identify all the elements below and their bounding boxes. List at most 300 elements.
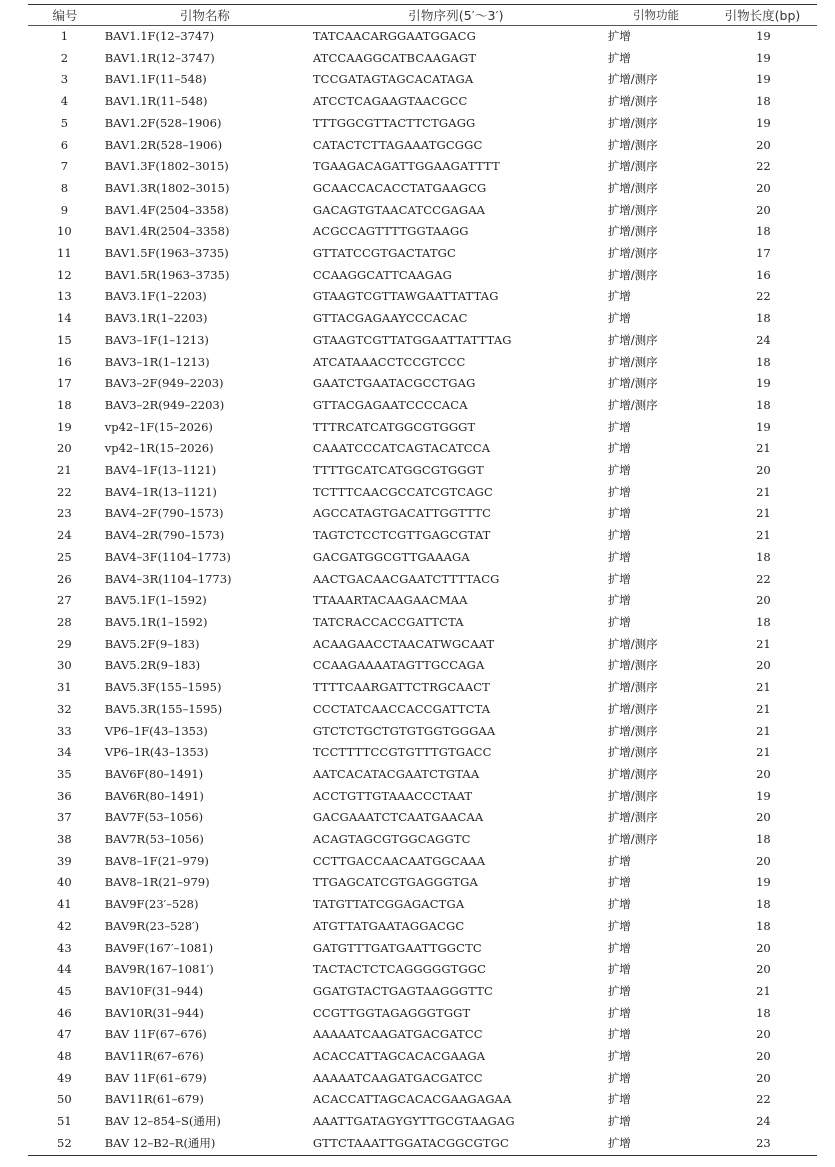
cell-primer-sequence: AACTGACAACGAATCTTTTACG [312, 571, 500, 586]
table-row [28, 330, 817, 352]
table-row [28, 48, 817, 70]
cell-primer-name: BAV1.1R(11–548) [104, 94, 208, 109]
cell-number: 31 [57, 680, 72, 695]
table-row [28, 438, 817, 460]
cell-primer-length: 21 [756, 745, 771, 760]
cell-primer-function: 扩增 [607, 571, 631, 586]
table-row [28, 590, 817, 612]
cell-primer-function: 扩增/测序 [607, 766, 658, 781]
cell-primer-function: 扩增 [607, 897, 631, 912]
cell-primer-name: BAV1.1F(12–3747) [104, 29, 215, 43]
cell-number: 19 [57, 419, 72, 434]
cell-primer-sequence: TATCAACARGGAATGGACG [312, 29, 476, 43]
cell-number: 27 [57, 593, 72, 608]
cell-primer-name: BAV1.4F(2504–3358) [104, 202, 229, 217]
cell-primer-function: 扩增 [607, 1027, 631, 1042]
cell-primer-name: BAV8–1R(21–979) [104, 875, 210, 890]
cell-number: 2 [60, 50, 69, 65]
cell-primer-length: 18 [756, 224, 771, 239]
cell-primer-name: BAV11R(67–676) [104, 1049, 204, 1064]
cell-number: 14 [57, 311, 72, 326]
cell-primer-length: 21 [756, 441, 771, 456]
cell-primer-function: 扩增/测序 [607, 246, 658, 261]
cell-primer-name: BAV3–2F(949–2203) [104, 376, 224, 391]
cell-number: 3 [60, 72, 69, 87]
cell-number: 49 [57, 1070, 72, 1085]
cell-primer-function: 扩增 [607, 441, 631, 456]
cell-primer-sequence: TGAAGACAGATTGGAAGATTTT [312, 159, 500, 174]
cell-primer-function: 扩增 [607, 918, 631, 933]
cell-primer-length: 16 [756, 267, 771, 282]
table-row [28, 807, 817, 829]
cell-primer-function: 扩增/测序 [607, 94, 658, 109]
cell-primer-sequence: ACACCATTAGCACACGAAGAGAA [312, 1092, 512, 1107]
cell-primer-name: BAV3–1F(1–1213) [104, 332, 209, 347]
cell-number: 1 [60, 29, 69, 43]
cell-primer-length: 20 [756, 766, 771, 781]
cell-primer-length: 19 [756, 50, 771, 65]
table-row [28, 1003, 817, 1025]
cell-number: 12 [57, 267, 72, 282]
cell-primer-sequence: CCTTGACCAACAATGGCAAA [312, 853, 486, 868]
cell-primer-name: BAV 12–B2–R(通用) [104, 1135, 216, 1150]
cell-primer-length: 20 [756, 1049, 771, 1064]
table-row [28, 178, 817, 200]
table-row [28, 655, 817, 677]
header-number: 编号 [52, 8, 78, 23]
cell-number: 21 [57, 463, 72, 478]
cell-primer-length: 20 [756, 940, 771, 955]
cell-primer-length: 19 [756, 115, 771, 130]
table-row [28, 221, 817, 243]
table-row [28, 959, 817, 981]
table-row [28, 525, 817, 547]
cell-number: 23 [57, 506, 72, 521]
table-row [28, 1046, 817, 1068]
cell-number: 28 [57, 614, 72, 629]
cell-primer-function: 扩增/测序 [607, 680, 658, 695]
table-row [28, 851, 817, 873]
cell-primer-function: 扩增/测序 [607, 180, 658, 195]
cell-primer-name: BAV4–2F(790–1573) [104, 506, 224, 521]
cell-primer-length: 18 [756, 1005, 771, 1020]
table-row [28, 829, 817, 851]
cell-primer-name: BAV3.1R(1–2203) [104, 311, 208, 326]
cell-primer-sequence: GATGTTTGATGAATTGGCTC [312, 940, 482, 955]
cell-primer-function: 扩增 [607, 289, 631, 304]
cell-primer-function: 扩增 [607, 419, 631, 434]
table-row [28, 764, 817, 786]
cell-primer-function: 扩增 [607, 593, 631, 608]
cell-primer-function: 扩增 [607, 1049, 631, 1064]
cell-primer-name: BAV8–1F(21–979) [104, 853, 209, 868]
table-row [28, 265, 817, 287]
cell-primer-length: 22 [756, 159, 771, 174]
cell-primer-function: 扩增 [607, 1092, 631, 1107]
cell-number: 15 [57, 332, 72, 347]
cell-primer-sequence: GACGAAATCTCAATGAACAA [312, 810, 484, 825]
cell-primer-name: vp42–1R(15–2026) [104, 441, 214, 456]
cell-primer-sequence: AAATTGATAGYGYTTGCGTAAGAG [312, 1114, 515, 1129]
cell-primer-length: 20 [756, 1027, 771, 1042]
cell-primer-function: 扩增/测序 [607, 72, 658, 87]
table-row [28, 1133, 817, 1155]
table-row [28, 417, 817, 439]
cell-primer-name: BAV4–3R(1104–1773) [104, 571, 232, 586]
cell-primer-sequence: CAAATCCCATCAGTACATCCA [312, 441, 491, 456]
cell-primer-sequence: GGATGTACTGAGTAAGGGTTC [312, 983, 493, 998]
cell-primer-sequence: TTAAARTACAAGAACMAA [312, 593, 468, 608]
cell-primer-function: 扩增 [607, 1005, 631, 1020]
cell-primer-length: 20 [756, 180, 771, 195]
table-row [28, 894, 817, 916]
cell-number: 33 [57, 723, 72, 738]
cell-primer-sequence: GTAAGTCGTTATGGAATTATTTAG [312, 332, 512, 347]
cell-primer-name: BAV3.1F(1–2203) [104, 289, 207, 304]
cell-primer-function: 扩增/测序 [607, 723, 658, 738]
cell-primer-sequence: ACCTGTTGTAAACCCTAAT [312, 788, 473, 803]
cell-primer-name: BAV3–1R(1–1213) [104, 354, 210, 369]
cell-primer-name: BAV5.2R(9–183) [104, 658, 201, 673]
cell-primer-sequence: TTTTCAARGATTCTRGCAACT [312, 680, 490, 695]
cell-number: 6 [60, 137, 69, 152]
cell-primer-sequence: TACTACTCTCAGGGGGTGGC [312, 962, 487, 977]
cell-number: 47 [57, 1027, 72, 1042]
cell-primer-function: 扩增/测序 [607, 115, 658, 130]
cell-primer-length: 18 [756, 549, 771, 564]
table-row [28, 243, 817, 265]
cell-primer-sequence: GTTATCCGTGACTATGC [312, 246, 456, 261]
cell-primer-name: BAV6R(80–1491) [104, 788, 204, 803]
cell-primer-sequence: ATCATAAACCTCCGTCCC [312, 354, 466, 369]
table-row [28, 1111, 817, 1133]
cell-primer-length: 20 [756, 810, 771, 825]
header-primer-length: 引物长度(bp) [724, 8, 801, 23]
cell-primer-length: 19 [756, 72, 771, 87]
cell-primer-sequence: GACGATGGCGTTGAAAGA [312, 549, 470, 564]
table-header [28, 5, 817, 25]
cell-primer-function: 扩增 [607, 484, 631, 499]
table-row [28, 721, 817, 743]
cell-primer-function: 扩增 [607, 50, 631, 65]
cell-primer-sequence: AGCCATAGTGACATTGGTTTC [312, 506, 492, 521]
cell-primer-sequence: ACACCATTAGCACACGAAGA [312, 1049, 486, 1064]
cell-number: 52 [57, 1135, 72, 1150]
cell-primer-sequence: GTTCTAAATTGGATACGGCGTGC [312, 1135, 509, 1150]
cell-primer-sequence: CATACTCTTAGAAATGCGGC [312, 137, 483, 152]
cell-number: 50 [57, 1092, 72, 1107]
cell-primer-function: 扩增 [607, 853, 631, 868]
cell-primer-name: BAV4–3F(1104–1773) [104, 549, 231, 564]
cell-primer-name: BAV9R(23–528′) [104, 918, 200, 933]
table-row [28, 742, 817, 764]
header-primer-function: 引物功能 [632, 8, 679, 22]
cell-number: 20 [57, 441, 72, 456]
cell-primer-length: 18 [756, 832, 771, 847]
cell-primer-name: BAV4–1R(13–1121) [104, 484, 217, 499]
table-row [28, 872, 817, 894]
table-row [28, 569, 817, 591]
cell-primer-function: 扩增/测序 [607, 832, 658, 847]
cell-primer-function: 扩增 [607, 1135, 631, 1150]
cell-primer-sequence: ACAAGAACCTAACATWGCAAT [312, 636, 495, 651]
cell-number: 39 [57, 853, 72, 868]
cell-primer-name: BAV5.1F(1–1592) [104, 593, 207, 608]
cell-primer-length: 19 [756, 376, 771, 391]
cell-primer-name: BAV1.4R(2504–3358) [104, 224, 230, 239]
table-row [28, 482, 817, 504]
cell-primer-function: 扩增 [607, 614, 631, 629]
cell-primer-name: BAV1.1F(11–548) [104, 72, 207, 87]
table-body [28, 26, 817, 1155]
cell-primer-name: BAV4–2R(790–1573) [104, 528, 225, 543]
cell-primer-name: BAV1.3R(1802–3015) [104, 180, 230, 195]
cell-number: 24 [57, 528, 72, 543]
table-row [28, 373, 817, 395]
cell-number: 4 [60, 94, 69, 109]
header-primer-name: 引物名称 [179, 8, 230, 23]
cell-primer-name: BAV5.3R(155–1595) [104, 701, 223, 716]
cell-primer-length: 19 [756, 29, 771, 43]
cell-number: 42 [57, 918, 72, 933]
cell-primer-length: 18 [756, 918, 771, 933]
table-row [28, 938, 817, 960]
cell-primer-function: 扩增 [607, 1070, 631, 1085]
cell-primer-name: BAV1.3F(1802–3015) [104, 159, 229, 174]
cell-primer-length: 21 [756, 723, 771, 738]
cell-number: 41 [57, 897, 72, 912]
cell-primer-sequence: GTAAGTCGTTAWGAATTATTAG [312, 289, 499, 304]
table-row [28, 916, 817, 938]
cell-primer-name: VP6–1F(43–1353) [104, 723, 208, 738]
primer-table-grid [28, 5, 817, 25]
cell-primer-name: BAV5.3F(155–1595) [104, 680, 222, 695]
cell-primer-function: 扩增 [607, 29, 631, 43]
cell-primer-sequence: TCTTTCAACGCCATCGTCAGC [312, 484, 493, 499]
cell-primer-sequence: GACAGTGTAACATCCGAGAA [312, 202, 486, 217]
table-row [28, 634, 817, 656]
cell-primer-name: BAV9R(167–1081′) [104, 962, 214, 977]
cell-number: 48 [57, 1049, 72, 1064]
table-row [28, 547, 817, 569]
table-row [28, 308, 817, 330]
cell-primer-name: BAV5.2F(9–183) [104, 636, 200, 651]
cell-primer-length: 18 [756, 897, 771, 912]
cell-primer-function: 扩增 [607, 549, 631, 564]
table-row [28, 395, 817, 417]
cell-primer-length: 17 [756, 246, 771, 261]
cell-primer-sequence: TCCTTTTCCGTGTTTGTGACC [312, 745, 492, 760]
cell-primer-length: 21 [756, 636, 771, 651]
cell-number: 45 [57, 983, 72, 998]
cell-primer-length: 18 [756, 614, 771, 629]
cell-primer-function: 扩增/测序 [607, 658, 658, 673]
cell-primer-name: BAV6F(80–1491) [104, 766, 204, 781]
cell-primer-length: 23 [756, 1135, 771, 1150]
cell-primer-name: BAV11R(61–679) [104, 1092, 204, 1107]
cell-primer-name: BAV9F(167′–1081) [104, 940, 214, 955]
cell-number: 36 [57, 788, 72, 803]
cell-primer-name: BAV7R(53–1056) [104, 832, 204, 847]
cell-primer-length: 20 [756, 1070, 771, 1085]
cell-number: 26 [57, 571, 72, 586]
cell-number: 10 [57, 224, 72, 239]
table-row [28, 26, 817, 48]
cell-number: 16 [57, 354, 72, 369]
cell-primer-name: BAV1.2F(528–1906) [104, 115, 222, 130]
cell-primer-length: 22 [756, 571, 771, 586]
bottom-rule [28, 1155, 817, 1156]
cell-primer-function: 扩增/测序 [607, 224, 658, 239]
cell-primer-name: BAV7F(53–1056) [104, 810, 204, 825]
cell-primer-function: 扩增/测序 [607, 267, 658, 282]
cell-primer-length: 21 [756, 484, 771, 499]
cell-number: 43 [57, 940, 72, 955]
cell-primer-length: 21 [756, 506, 771, 521]
table-row [28, 156, 817, 178]
cell-primer-sequence: GTTACGAGAAYCCCACAC [312, 311, 468, 326]
cell-number: 34 [57, 745, 72, 760]
cell-primer-sequence: TTTRCATCATGGCGTGGGT [312, 419, 476, 434]
cell-primer-name: BAV1.5R(1963–3735) [104, 267, 230, 282]
cell-number: 17 [57, 376, 72, 391]
cell-primer-length: 18 [756, 311, 771, 326]
cell-primer-function: 扩增/测序 [607, 636, 658, 651]
cell-primer-function: 扩增/测序 [607, 701, 658, 716]
cell-primer-sequence: TTGAGCATCGTGAGGGTGA [312, 875, 478, 890]
cell-primer-function: 扩增 [607, 506, 631, 521]
cell-primer-sequence: TTTTGCATCATGGCGTGGGT [312, 463, 484, 478]
header-primer-sequence: 引物序列(5′～3′) [408, 8, 504, 23]
cell-primer-length: 22 [756, 1092, 771, 1107]
cell-primer-length: 19 [756, 875, 771, 890]
cell-primer-length: 24 [756, 1114, 771, 1129]
primer-table-body-grid [28, 26, 817, 1155]
cell-number: 44 [57, 962, 72, 977]
cell-primer-function: 扩增 [607, 311, 631, 326]
cell-primer-length: 19 [756, 419, 771, 434]
cell-primer-sequence: CCAAGGCATTCAAGAG [312, 267, 452, 282]
cell-primer-function: 扩增/测序 [607, 376, 658, 391]
cell-primer-sequence: CCCTATCAACCACCGATTCTA [312, 701, 491, 716]
cell-primer-sequence: AAAAATCAAGATGACGATCC [312, 1027, 483, 1042]
cell-primer-function: 扩增 [607, 940, 631, 955]
cell-primer-name: BAV1.1R(12–3747) [104, 50, 215, 65]
cell-primer-sequence: ATGTTATGAATAGGACGC [312, 918, 465, 933]
cell-primer-function: 扩增 [607, 463, 631, 478]
table-row [28, 1068, 817, 1090]
cell-number: 13 [57, 289, 72, 304]
cell-primer-sequence: ATCCAAGGCATBCAAGAGT [312, 50, 477, 65]
cell-primer-sequence: TATGTTATCGGAGACTGA [312, 897, 465, 912]
cell-primer-length: 18 [756, 354, 771, 369]
table-row [28, 503, 817, 525]
cell-number: 18 [57, 397, 72, 412]
cell-primer-function: 扩增 [607, 1114, 631, 1129]
primer-table [28, 4, 817, 1156]
cell-primer-sequence: TCCGATAGTAGCACATAGA [312, 72, 474, 87]
cell-primer-function: 扩增/测序 [607, 788, 658, 803]
cell-primer-sequence: AAAAATCAAGATGACGATCC [312, 1070, 483, 1085]
table-row [28, 200, 817, 222]
header-row [28, 5, 817, 25]
cell-primer-sequence: TATCRACCACCGATTCTA [312, 614, 464, 629]
cell-number: 22 [57, 484, 72, 499]
cell-number: 46 [57, 1005, 72, 1020]
cell-primer-name: vp42–1F(15–2026) [104, 419, 213, 434]
cell-primer-sequence: GTCTCTGCTGTGTGGTGGGAA [312, 723, 496, 738]
cell-primer-function: 扩增/测序 [607, 354, 658, 369]
cell-number: 37 [57, 810, 72, 825]
cell-primer-function: 扩增/测序 [607, 137, 658, 152]
cell-primer-function: 扩增/测序 [607, 397, 658, 412]
cell-primer-length: 22 [756, 289, 771, 304]
cell-primer-function: 扩增/测序 [607, 159, 658, 174]
cell-primer-name: BAV 11F(67–676) [104, 1027, 207, 1042]
cell-number: 29 [57, 636, 72, 651]
cell-number: 32 [57, 701, 72, 716]
cell-primer-function: 扩增/测序 [607, 745, 658, 760]
cell-number: 51 [57, 1114, 72, 1129]
cell-number: 30 [57, 658, 72, 673]
cell-number: 35 [57, 766, 72, 781]
cell-primer-length: 21 [756, 528, 771, 543]
cell-primer-function: 扩增/测序 [607, 332, 658, 347]
cell-primer-name: BAV1.5F(1963–3735) [104, 246, 229, 261]
table-row [28, 352, 817, 374]
cell-primer-length: 20 [756, 593, 771, 608]
cell-primer-length: 20 [756, 137, 771, 152]
table-row [28, 677, 817, 699]
table-row [28, 286, 817, 308]
cell-primer-length: 19 [756, 788, 771, 803]
cell-primer-length: 20 [756, 202, 771, 217]
cell-primer-sequence: AATCACATACGAATCTGTAA [312, 766, 480, 781]
cell-primer-length: 18 [756, 94, 771, 109]
cell-number: 11 [57, 246, 72, 261]
cell-primer-function: 扩增 [607, 983, 631, 998]
cell-primer-sequence: ACGCCAGTTTTGGTAAGG [312, 224, 469, 239]
cell-primer-sequence: GCAACCACACCTATGAAGCG [312, 180, 487, 195]
table-row [28, 135, 817, 157]
cell-primer-name: BAV 12–854–S(通用) [104, 1114, 221, 1129]
cell-primer-length: 20 [756, 658, 771, 673]
cell-primer-sequence: ACAGTAGCGTGGCAGGTC [312, 832, 471, 847]
table-row [28, 981, 817, 1003]
cell-primer-function: 扩增 [607, 875, 631, 890]
cell-primer-name: VP6–1R(43–1353) [104, 745, 209, 760]
cell-primer-name: BAV5.1R(1–1592) [104, 614, 208, 629]
cell-primer-length: 20 [756, 853, 771, 868]
cell-primer-name: BAV9F(23′–528) [104, 897, 199, 912]
cell-primer-length: 21 [756, 680, 771, 695]
table-row [28, 113, 817, 135]
cell-primer-length: 20 [756, 962, 771, 977]
cell-primer-name: BAV 11F(61–679) [104, 1070, 207, 1085]
cell-primer-length: 18 [756, 397, 771, 412]
cell-primer-sequence: CCAAGAAAATAGTTGCCAGA [312, 658, 485, 673]
cell-primer-sequence: TAGTCTCCTCGTTGAGCGTAT [312, 528, 491, 543]
cell-number: 40 [57, 875, 72, 890]
cell-number: 9 [60, 202, 69, 217]
table-row [28, 786, 817, 808]
cell-primer-function: 扩增/测序 [607, 810, 658, 825]
cell-primer-length: 24 [756, 332, 771, 347]
table-row [28, 460, 817, 482]
cell-number: 38 [57, 832, 72, 847]
table-row [28, 69, 817, 91]
cell-primer-length: 21 [756, 983, 771, 998]
